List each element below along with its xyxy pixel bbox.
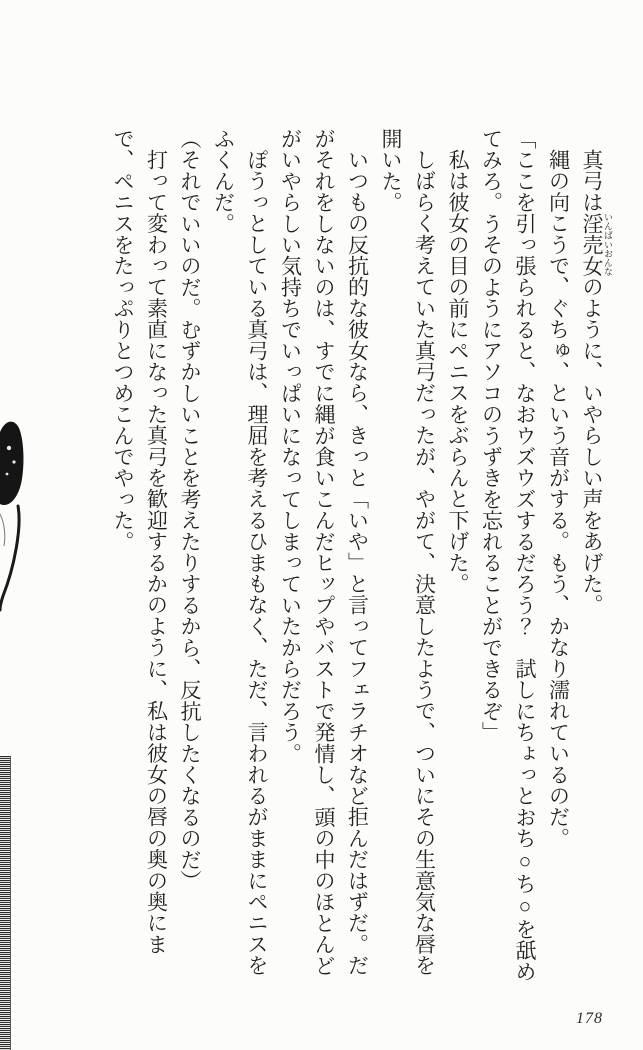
text-paragraph: いつもの反抗的な彼女なら、きっと「いや」と言ってフェラチオなど拒んだはずだ。だがそれをしないのは、すでに縄が食いこんだヒップやバストで発情し、頭の中のほとんどがいやらしい気持ちでいっぱいになってしまっていたからだろう。 — [278, 128, 370, 977]
text-paragraph: （それでいいのだ。むずかしいことを考えたりするから、反抗したくなるのだ） — [178, 128, 202, 892]
text-paragraph: しばらく考えていた真弓だったが、やがて、決意したようで、ついにその生意気な唇を開いた。 — [379, 128, 437, 976]
text-paragraph: ぽうっとしている真弓は、理屈を考えるひまもなく、ただ、言われるがままにペニスをふくんだ。 — [211, 128, 269, 976]
edge-illustration-head — [0, 418, 26, 630]
text-paragraph: 私は彼女の目の前にペニスをぶらんと下げた。 — [446, 149, 470, 595]
vertical-text-block — [106, 128, 614, 986]
edge-illustration-hatch — [0, 756, 11, 1050]
text-paragraph: 縄の向こうで、ぐちゅ、という音がする。もう、かなり濡れているのだ。 — [546, 149, 571, 849]
text-paragraph: 真弓は淫売女 いんばいおんなのように、いやらしい声をあげた。 — [580, 149, 613, 616]
furigana-ruby: 淫売女 いんばいおんな — [580, 212, 613, 277]
page-number: 178 — [576, 1010, 603, 1027]
text-paragraph: 「ここを引っ張られると、なおウズウズするだろう？ 試しにちょっとおち○ち○を舐めてみろ。うそのようにアソコのうずきを忘れることができるぞ」 — [479, 128, 537, 982]
text-paragraph: 打って変わって素直になった真弓を歓迎するかのように、私は彼女の唇の奥の奥にまで、ペニスをたっぷりとつめこんでやった。 — [111, 128, 169, 955]
